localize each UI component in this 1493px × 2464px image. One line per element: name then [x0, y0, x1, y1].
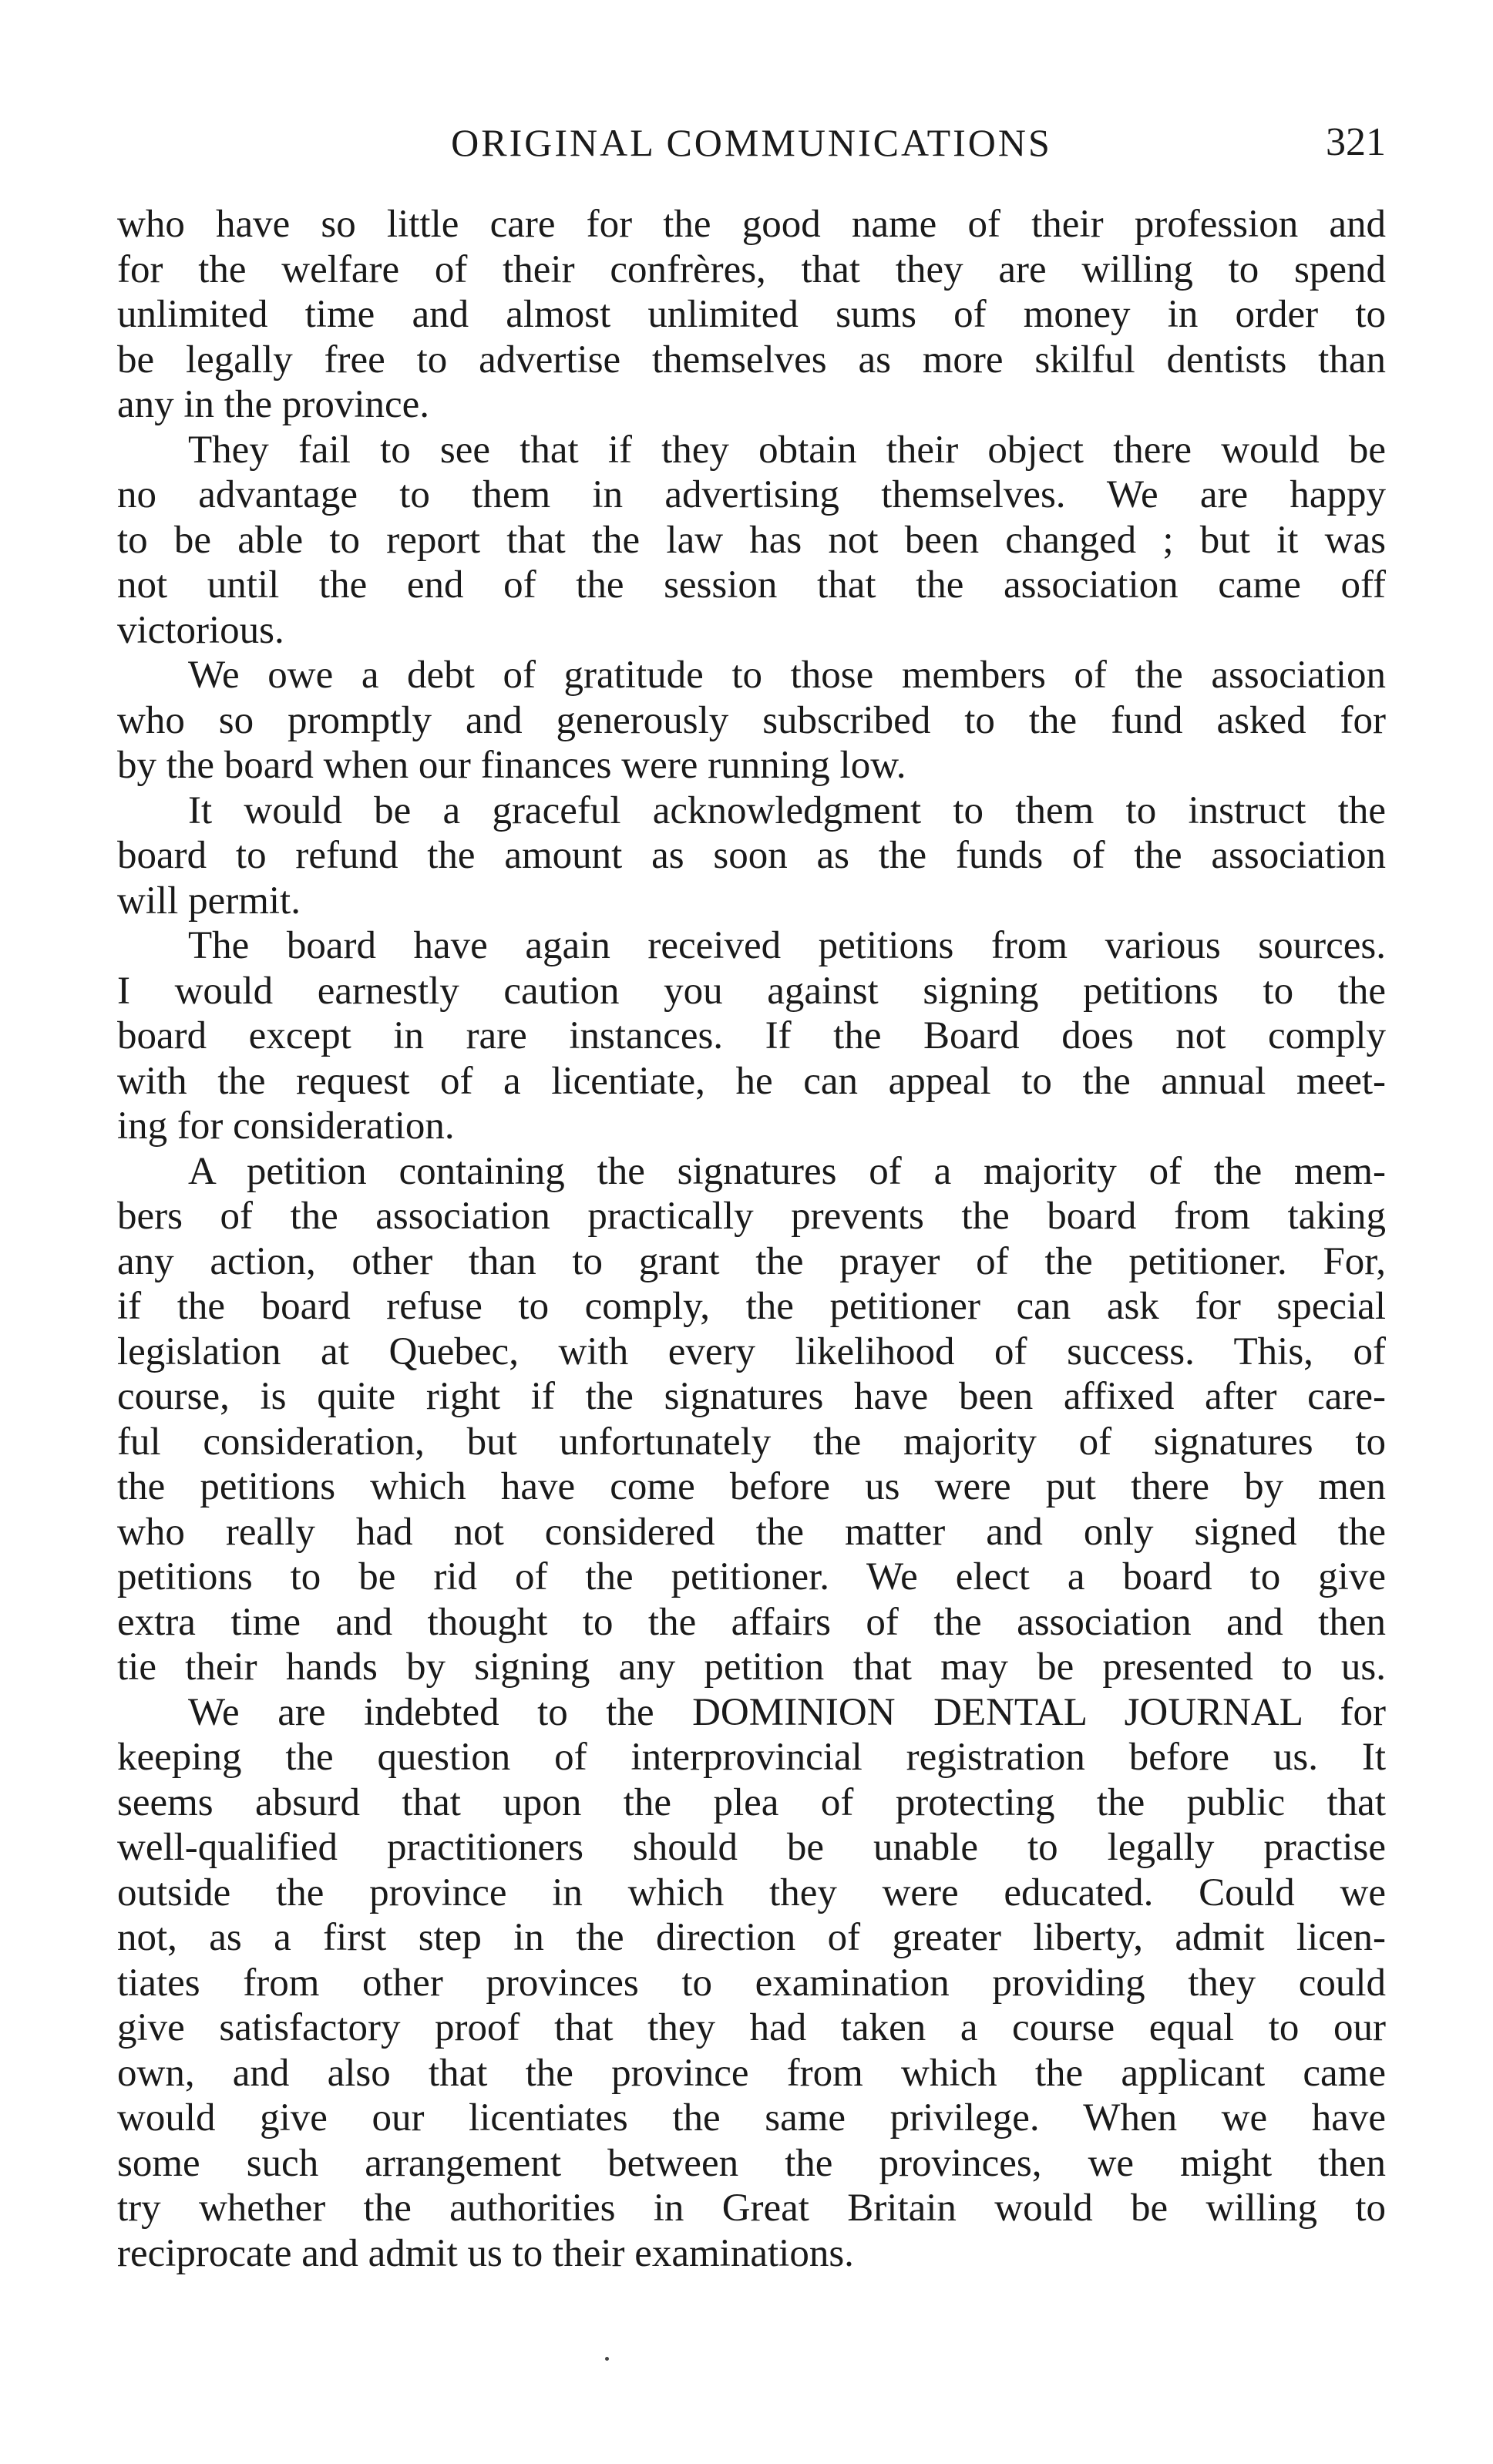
text-line: victorious. [117, 608, 284, 652]
text-line: not until the end of the session that the association came off [117, 563, 1386, 607]
text-line: not, as a first step in the direction of greater liberty, admit licen- [117, 1916, 1386, 1959]
text-line: for the welfare of their confrères, that they are willing to spend [117, 247, 1386, 291]
body-text [117, 202, 1386, 2276]
running-head [117, 116, 1386, 170]
text-line: the petitions which have come before us were put there by men [117, 1465, 1386, 1508]
text-line: bers of the association practically prevents the board from taking [117, 1195, 1386, 1238]
text-line: own, and also that the province from which the applicant came [117, 2051, 1386, 2095]
text-line: legislation at Quebec, with every likelihood of success. This, of [117, 1329, 1386, 1373]
text-line: who so promptly and generously subscribed to the fund asked for [117, 698, 1386, 742]
text-line: would give our licentiates the same privilege. When we have [117, 2096, 1386, 2140]
text-line: They fail to see that if they obtain their object there would be [188, 428, 1386, 472]
page-number: 321 [1326, 120, 1386, 164]
text-line: some such arrangement between the provinces, we might then [117, 2141, 1386, 2185]
text-line: unlimited time and almost unlimited sums of money in order to [117, 293, 1386, 336]
text-line: well-qualified practitioners should be unable to legally practise [117, 1826, 1386, 1869]
text-line: board to refund the amount as soon as the funds of the association [117, 834, 1386, 877]
text-line: any in the province. [117, 383, 430, 426]
text-line: course, is quite right if the signatures have been affixed after care- [117, 1375, 1386, 1418]
text-line: I would earnestly caution you against signing petitions to the [117, 969, 1386, 1013]
text-line: seems absurd that upon the plea of protecting the public that [117, 1780, 1386, 1824]
text-line: who have so little care for the good name of their profession and [117, 203, 1386, 246]
text-line: board except in rare instances. If the Board does not comply [117, 1014, 1386, 1057]
text-line: outside the province in which they were educated. Could we [117, 1871, 1386, 1914]
text-line: extra time and thought to the affairs of the association and then [117, 1600, 1386, 1644]
text-line: tiates from other provinces to examination providing they could [117, 1961, 1386, 2005]
text-line: We are indebted to the DOMINION DENTAL JOURNAL for [188, 1690, 1386, 1734]
ink-speck [605, 2357, 609, 2361]
text-line: keeping the question of interprovincial registration before us. It [117, 1736, 1386, 1779]
text-line: give satisfactory proof that they had taken a course equal to our [117, 2006, 1386, 2049]
running-title: ORIGINAL COMMUNICATIONS [451, 121, 1052, 164]
text-line: be legally free to advertise themselves as more skilful dentists than [117, 338, 1386, 382]
text-line: with the request of a licentiate, he can appeal to the annual meet- [117, 1059, 1386, 1103]
text-line: who really had not considered the matter and only signed the [117, 1510, 1386, 1554]
text-line: try whether the authorities in Great Britain would be willing to [117, 2187, 1386, 2230]
text-line: ful consideration, but unfortunately the majority of signatures to [117, 1420, 1386, 1464]
text-line: A petition containing the signatures of a majority of the mem- [188, 1149, 1386, 1193]
text-line: to be able to report that the law has not been changed ; but it was [117, 518, 1386, 562]
text-line: It would be a graceful acknowledgment to them to instruct the [188, 788, 1386, 832]
text-line: any action, other than to grant the prayer of the petitioner. For, [117, 1239, 1386, 1283]
text-line: The board have again received petitions from various sources. [188, 924, 1386, 967]
text-line: no advantage to them in advertising themselves. We are happy [117, 473, 1386, 516]
text-line: tie their hands by signing any petition that may be presented to us. [117, 1645, 1386, 1689]
text-line: petitions to be rid of the petitioner. We elect a board to give [117, 1555, 1386, 1598]
text-line: if the board refuse to comply, the petitioner can ask for special [117, 1285, 1386, 1328]
text-line: ing for consideration. [117, 1104, 455, 1148]
text-line: reciprocate and admit us to their examinations. [117, 2231, 854, 2275]
text-line: We owe a debt of gratitude to those members of the association [188, 654, 1386, 697]
text-line: by the board when our finances were running low. [117, 744, 906, 787]
text-line: will permit. [117, 879, 301, 923]
